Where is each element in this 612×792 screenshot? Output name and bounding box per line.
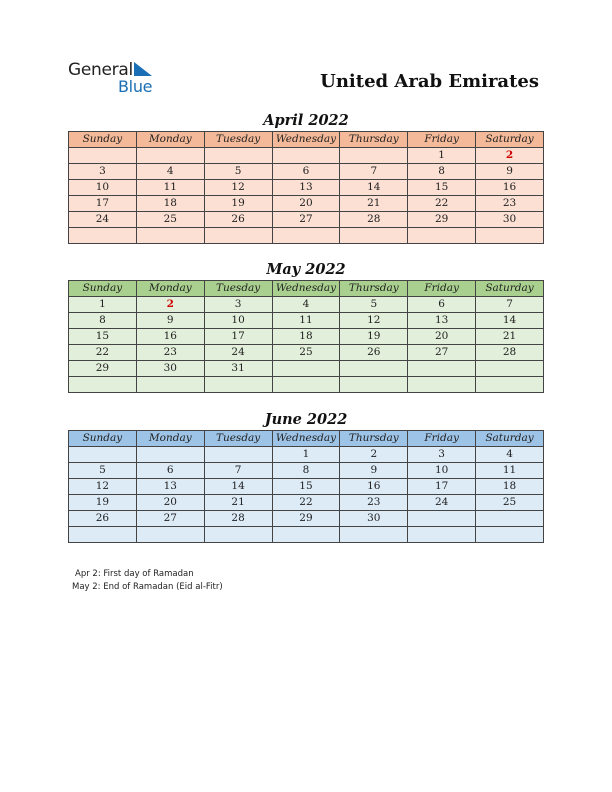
day-cell: 30 xyxy=(340,511,408,527)
weekday-header-row xyxy=(69,281,544,297)
empty-day-cell xyxy=(204,228,272,244)
empty-day-cell xyxy=(476,228,544,244)
day-cell: 3 xyxy=(204,297,272,313)
day-cell: 2 xyxy=(340,447,408,463)
weekday-header: Sunday xyxy=(69,431,137,447)
day-cell: 13 xyxy=(408,313,476,329)
weekday-header: Tuesday xyxy=(204,431,272,447)
day-cell: 7 xyxy=(340,164,408,180)
calendar-grid xyxy=(68,430,544,543)
empty-day-cell xyxy=(408,228,476,244)
week-row xyxy=(69,527,544,543)
day-cell: 25 xyxy=(272,345,340,361)
day-cell: 23 xyxy=(136,345,204,361)
day-cell: 18 xyxy=(136,196,204,212)
day-cell: 15 xyxy=(408,180,476,196)
month-title: June 2022 xyxy=(264,411,348,428)
day-cell: 6 xyxy=(272,164,340,180)
weekday-header: Thursday xyxy=(340,281,408,297)
day-cell: 30 xyxy=(476,212,544,228)
weekday-header: Monday xyxy=(136,431,204,447)
day-cell: 22 xyxy=(272,495,340,511)
day-cell: 3 xyxy=(408,447,476,463)
week-row xyxy=(69,196,544,212)
empty-day-cell xyxy=(69,527,137,543)
day-cell: 24 xyxy=(408,495,476,511)
day-cell: 8 xyxy=(272,463,340,479)
note-item: May 2: End of Ramadan (Eid al-Fitr) xyxy=(72,582,223,592)
day-cell: 24 xyxy=(69,212,137,228)
calendar-grid xyxy=(68,131,544,244)
empty-day-cell xyxy=(340,527,408,543)
day-cell: 4 xyxy=(476,447,544,463)
day-cell: 2 xyxy=(476,148,544,164)
day-cell: 19 xyxy=(204,196,272,212)
day-cell: 25 xyxy=(136,212,204,228)
empty-day-cell xyxy=(340,228,408,244)
general-blue-logo xyxy=(68,60,163,100)
empty-day-cell xyxy=(476,377,544,393)
week-row xyxy=(69,164,544,180)
day-cell: 10 xyxy=(408,463,476,479)
day-cell: 1 xyxy=(69,297,137,313)
month-title: May 2022 xyxy=(266,261,346,278)
day-cell: 14 xyxy=(476,313,544,329)
day-cell: 18 xyxy=(272,329,340,345)
day-cell: 14 xyxy=(204,479,272,495)
month-title: April 2022 xyxy=(263,112,349,129)
day-cell: 31 xyxy=(204,361,272,377)
day-cell: 29 xyxy=(69,361,137,377)
day-cell: 10 xyxy=(69,180,137,196)
empty-day-cell xyxy=(136,527,204,543)
day-cell: 20 xyxy=(272,196,340,212)
empty-day-cell xyxy=(408,377,476,393)
day-cell: 21 xyxy=(476,329,544,345)
weekday-header: Wednesday xyxy=(272,431,340,447)
week-row xyxy=(69,495,544,511)
logo-triangle-icon xyxy=(134,62,152,76)
week-row xyxy=(69,447,544,463)
empty-day-cell xyxy=(136,228,204,244)
day-cell: 4 xyxy=(136,164,204,180)
day-cell: 16 xyxy=(136,329,204,345)
day-cell: 18 xyxy=(476,479,544,495)
day-cell: 1 xyxy=(272,447,340,463)
day-cell: 26 xyxy=(340,345,408,361)
day-cell: 16 xyxy=(476,180,544,196)
week-row xyxy=(69,479,544,495)
week-row xyxy=(69,361,544,377)
empty-day-cell xyxy=(272,377,340,393)
empty-day-cell xyxy=(136,447,204,463)
month-may xyxy=(68,260,544,393)
day-cell: 3 xyxy=(69,164,137,180)
day-cell: 27 xyxy=(408,345,476,361)
empty-day-cell xyxy=(69,377,137,393)
month-april xyxy=(68,111,544,244)
day-cell: 6 xyxy=(136,463,204,479)
weekday-header: Monday xyxy=(136,132,204,148)
weekday-header: Tuesday xyxy=(204,132,272,148)
week-row xyxy=(69,511,544,527)
day-cell: 23 xyxy=(340,495,408,511)
day-cell: 8 xyxy=(69,313,137,329)
day-cell: 15 xyxy=(69,329,137,345)
day-cell: 6 xyxy=(408,297,476,313)
week-row xyxy=(69,345,544,361)
day-cell: 4 xyxy=(272,297,340,313)
day-cell: 28 xyxy=(476,345,544,361)
empty-day-cell xyxy=(204,377,272,393)
day-cell: 30 xyxy=(136,361,204,377)
empty-day-cell xyxy=(408,511,476,527)
day-cell: 15 xyxy=(272,479,340,495)
day-cell: 9 xyxy=(476,164,544,180)
day-cell: 5 xyxy=(69,463,137,479)
day-cell: 17 xyxy=(204,329,272,345)
week-row xyxy=(69,463,544,479)
empty-day-cell xyxy=(272,527,340,543)
day-cell: 25 xyxy=(476,495,544,511)
day-cell: 28 xyxy=(340,212,408,228)
week-row xyxy=(69,148,544,164)
day-cell: 8 xyxy=(408,164,476,180)
day-cell: 11 xyxy=(476,463,544,479)
day-cell: 27 xyxy=(136,511,204,527)
day-cell: 12 xyxy=(340,313,408,329)
weekday-header: Saturday xyxy=(476,431,544,447)
weekday-header: Tuesday xyxy=(204,281,272,297)
weekday-header: Monday xyxy=(136,281,204,297)
weekday-header: Thursday xyxy=(340,431,408,447)
week-row xyxy=(69,313,544,329)
day-cell: 24 xyxy=(204,345,272,361)
weekday-header: Wednesday xyxy=(272,281,340,297)
day-cell: 5 xyxy=(340,297,408,313)
logo-text-blue: Blue xyxy=(118,77,153,96)
day-cell: 20 xyxy=(136,495,204,511)
empty-day-cell xyxy=(69,447,137,463)
empty-day-cell xyxy=(136,148,204,164)
day-cell: 28 xyxy=(204,511,272,527)
day-cell: 11 xyxy=(136,180,204,196)
day-cell: 14 xyxy=(340,180,408,196)
day-cell: 7 xyxy=(476,297,544,313)
empty-day-cell xyxy=(340,148,408,164)
weekday-header: Saturday xyxy=(476,132,544,148)
empty-day-cell xyxy=(476,511,544,527)
empty-day-cell xyxy=(204,527,272,543)
day-cell: 19 xyxy=(340,329,408,345)
week-row xyxy=(69,228,544,244)
day-cell: 26 xyxy=(204,212,272,228)
day-cell: 29 xyxy=(272,511,340,527)
day-cell: 29 xyxy=(408,212,476,228)
weekday-header: Friday xyxy=(408,281,476,297)
day-cell: 22 xyxy=(408,196,476,212)
week-row xyxy=(69,377,544,393)
week-row xyxy=(69,180,544,196)
weekday-header-row xyxy=(69,431,544,447)
day-cell: 5 xyxy=(204,164,272,180)
day-cell: 9 xyxy=(340,463,408,479)
weekday-header: Saturday xyxy=(476,281,544,297)
country-title: United Arab Emirates xyxy=(320,71,539,92)
empty-day-cell xyxy=(204,148,272,164)
day-cell: 22 xyxy=(69,345,137,361)
weekday-header: Thursday xyxy=(340,132,408,148)
calendar-grid xyxy=(68,280,544,393)
day-cell: 21 xyxy=(204,495,272,511)
day-cell: 2 xyxy=(136,297,204,313)
weekday-header: Sunday xyxy=(69,281,137,297)
empty-day-cell xyxy=(476,361,544,377)
day-cell: 17 xyxy=(69,196,137,212)
day-cell: 23 xyxy=(476,196,544,212)
empty-day-cell xyxy=(340,377,408,393)
logo-text-general: General xyxy=(68,60,133,80)
day-cell: 27 xyxy=(272,212,340,228)
weekday-header: Sunday xyxy=(69,132,137,148)
empty-day-cell xyxy=(272,148,340,164)
day-cell: 12 xyxy=(204,180,272,196)
empty-day-cell xyxy=(272,361,340,377)
month-june xyxy=(68,410,544,543)
day-cell: 20 xyxy=(408,329,476,345)
holiday-notes xyxy=(72,568,223,594)
day-cell: 9 xyxy=(136,313,204,329)
weekday-header: Friday xyxy=(408,132,476,148)
day-cell: 13 xyxy=(272,180,340,196)
week-row xyxy=(69,212,544,228)
empty-day-cell xyxy=(69,148,137,164)
empty-day-cell xyxy=(340,361,408,377)
empty-day-cell xyxy=(204,447,272,463)
empty-day-cell xyxy=(408,361,476,377)
weekday-header: Wednesday xyxy=(272,132,340,148)
day-cell: 7 xyxy=(204,463,272,479)
empty-day-cell xyxy=(476,527,544,543)
empty-day-cell xyxy=(136,377,204,393)
week-row xyxy=(69,297,544,313)
day-cell: 10 xyxy=(204,313,272,329)
note-item: Apr 2: First day of Ramadan xyxy=(75,569,194,579)
empty-day-cell xyxy=(69,228,137,244)
weekday-header-row xyxy=(69,132,544,148)
empty-day-cell xyxy=(272,228,340,244)
week-row xyxy=(69,329,544,345)
day-cell: 26 xyxy=(69,511,137,527)
day-cell: 12 xyxy=(69,479,137,495)
day-cell: 1 xyxy=(408,148,476,164)
day-cell: 16 xyxy=(340,479,408,495)
weekday-header: Friday xyxy=(408,431,476,447)
day-cell: 11 xyxy=(272,313,340,329)
day-cell: 19 xyxy=(69,495,137,511)
day-cell: 21 xyxy=(340,196,408,212)
day-cell: 17 xyxy=(408,479,476,495)
empty-day-cell xyxy=(408,527,476,543)
day-cell: 13 xyxy=(136,479,204,495)
